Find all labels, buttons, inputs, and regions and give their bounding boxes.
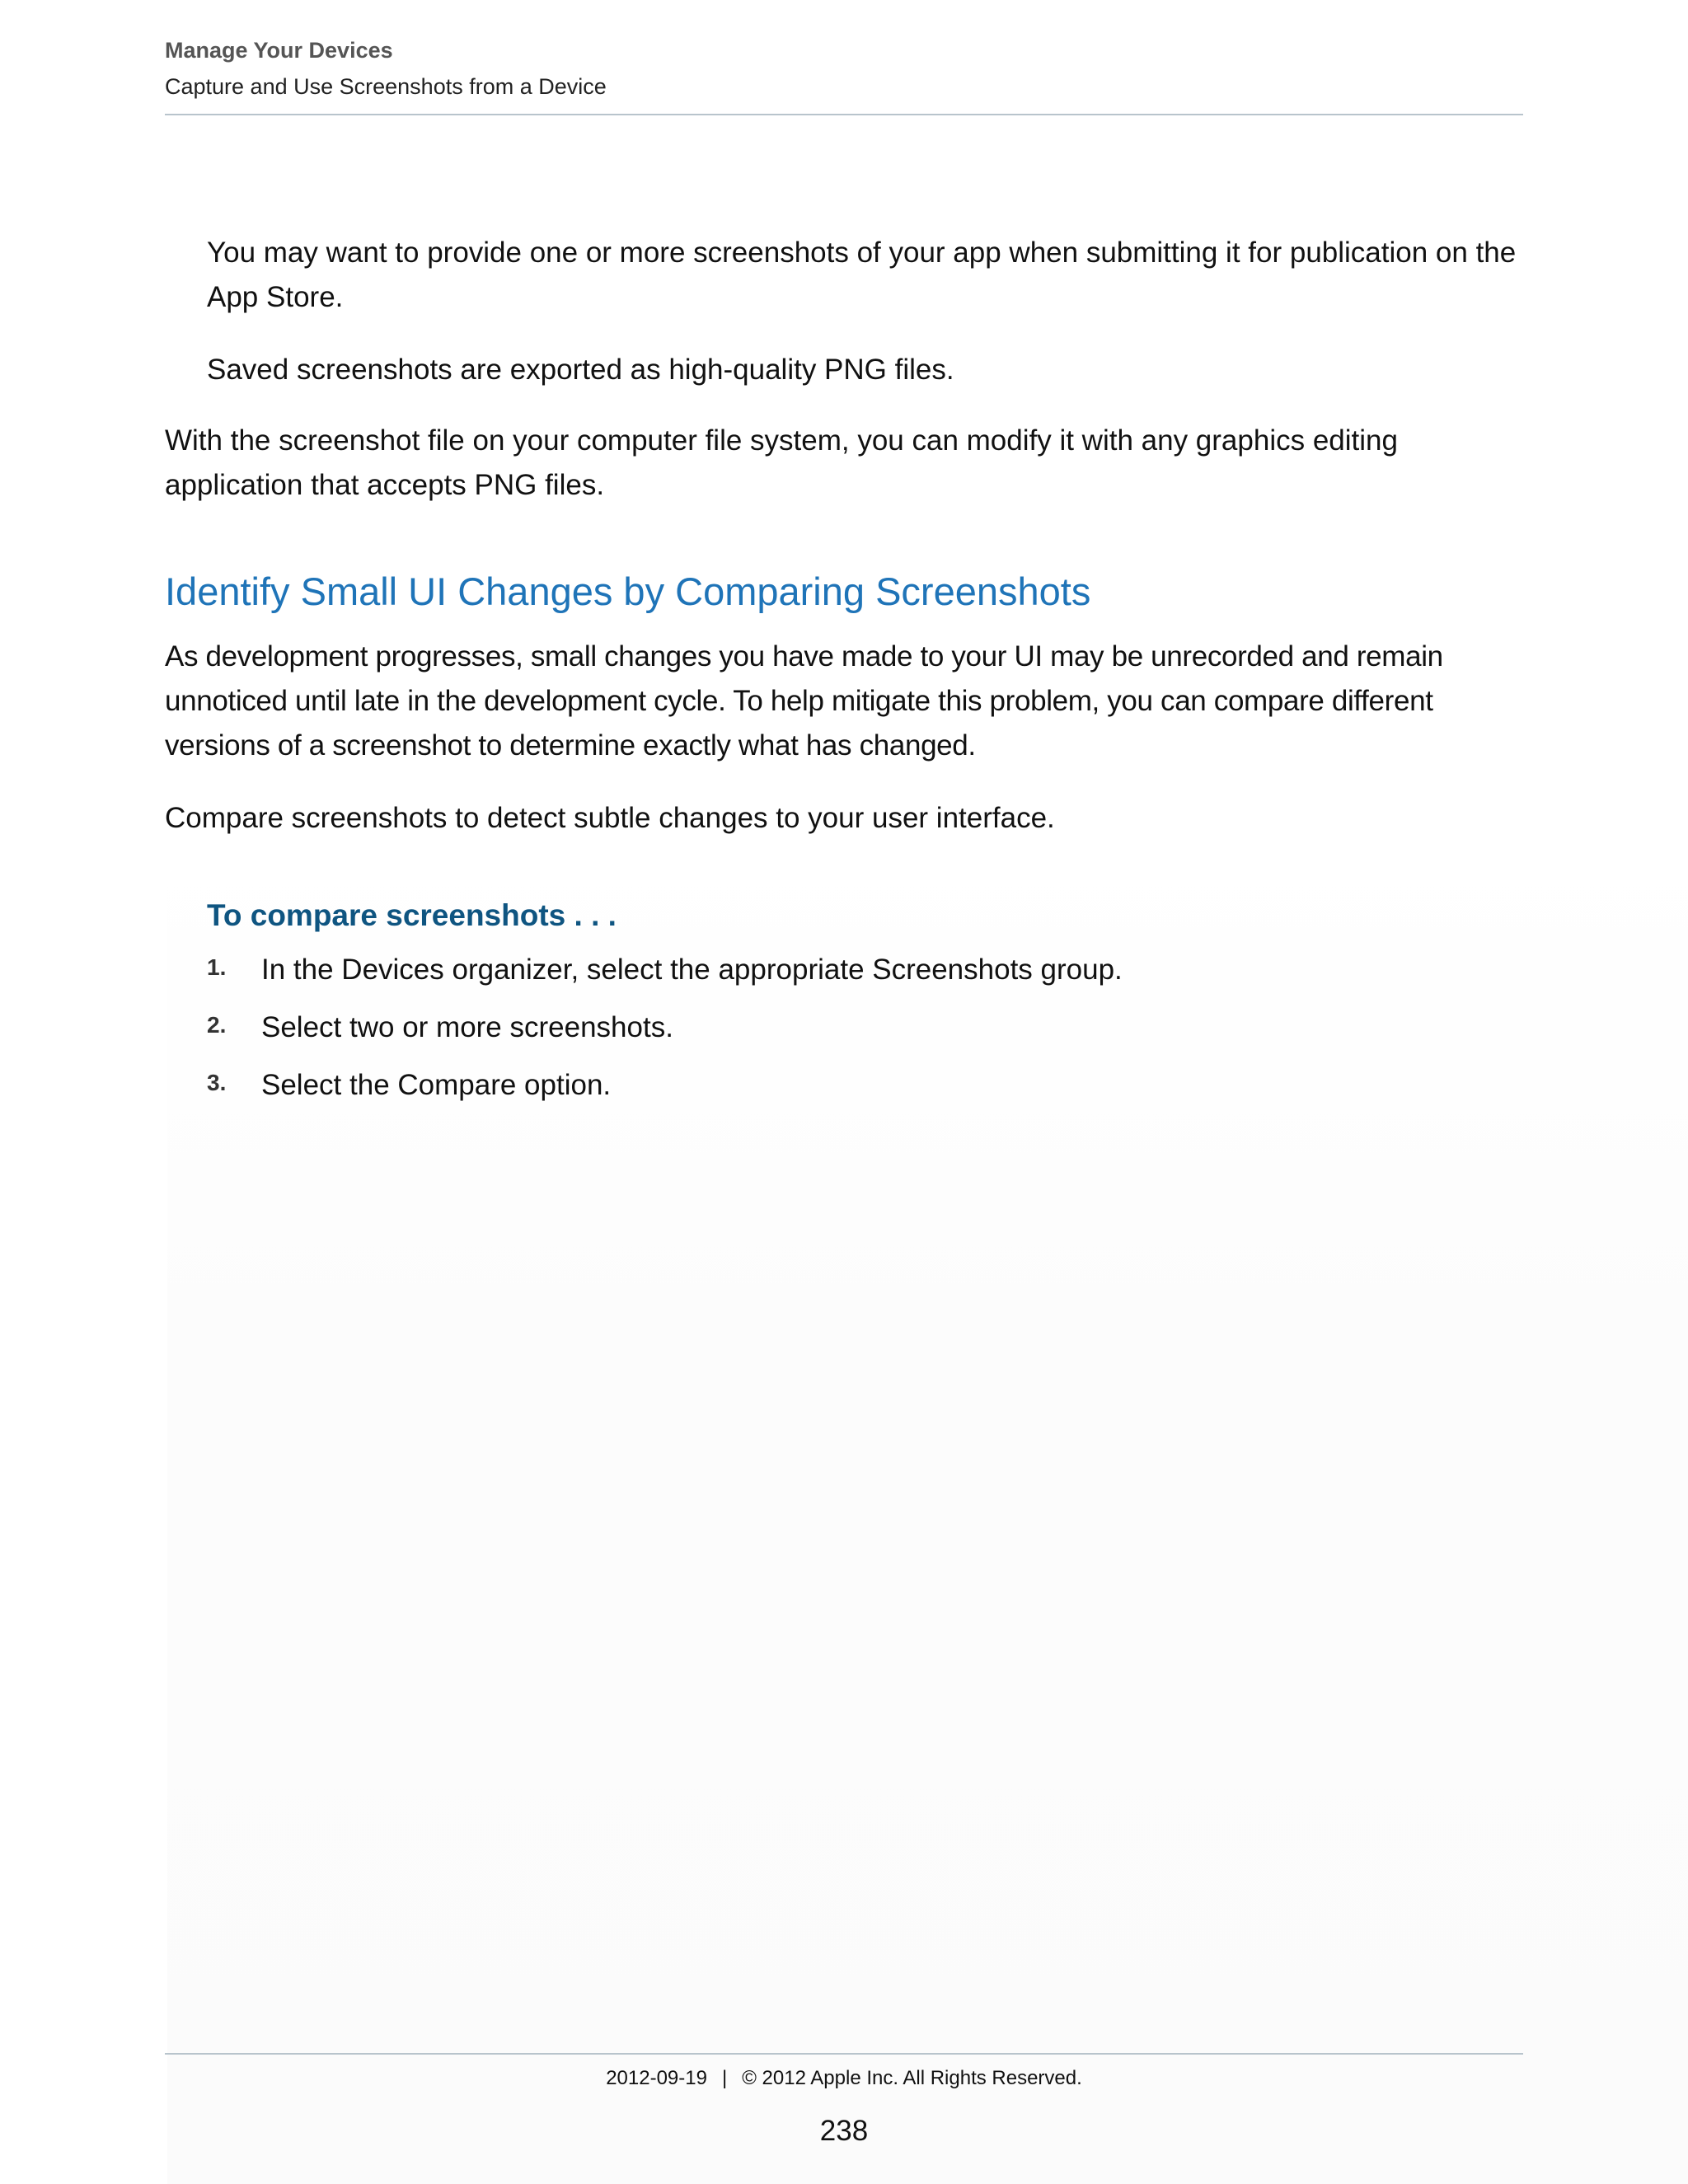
section-heading: Identify Small UI Changes by Comparing Screenshots: [165, 569, 1091, 613]
body-paragraph: With the screenshot file on your computer file system, you can modify it with any graphics editing application that accepts PNG files.: [165, 424, 1398, 501]
step-number: 2.: [207, 1012, 227, 1038]
footer-divider: [165, 2053, 1523, 2055]
step-text: In the Devices organizer, select the appropriate Screenshots group.: [261, 954, 1123, 986]
step-number: 3.: [207, 1070, 227, 1095]
task-title: To compare screenshots . . .: [207, 898, 617, 932]
step-number: 1.: [207, 954, 227, 980]
note-paragraph: Saved screenshots are exported as high-quality PNG files.: [207, 354, 954, 386]
header-section-title: Capture and Use Screenshots from a Device: [165, 74, 607, 99]
body-paragraph: Compare screenshots to detect subtle changes to your user interface.: [165, 802, 1055, 834]
page-number: 238: [819, 2115, 869, 2147]
header-divider: [165, 114, 1523, 115]
footer-date: 2012-09-19: [606, 2067, 707, 2089]
body-paragraph: As development progresses, small changes you have made to your UI may be unrecorded and remain unnoticed until late in the development cycle. To help mitigate this problem, you can compare different versions of a screenshot to determine exactly what has changed.: [165, 640, 1443, 762]
header-chapter-title: Manage Your Devices: [165, 38, 393, 63]
footer-copyright: © 2012 Apple Inc. All Rights Reserved.: [742, 2067, 1082, 2089]
step-text: Select the Compare option.: [261, 1069, 612, 1101]
footer-separator: |: [721, 2067, 728, 2089]
note-paragraph: You may want to provide one or more screenshots of your app when submitting it for publication on the App Store.: [207, 237, 1517, 313]
step-text: Select two or more screenshots.: [261, 1011, 673, 1043]
footer-info: [0, 2067, 1688, 2090]
